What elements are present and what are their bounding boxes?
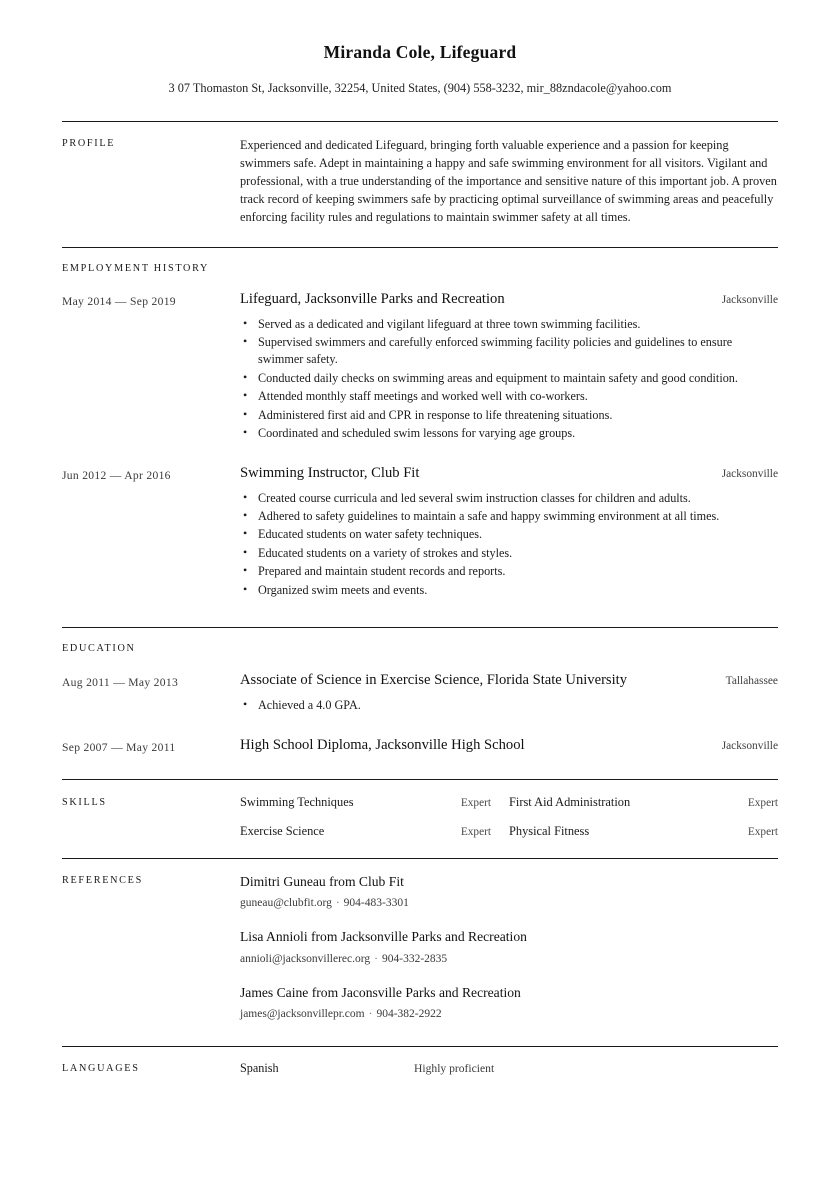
language-name: Spanish — [240, 1060, 279, 1075]
reference-phone: 904-332-2835 — [381, 952, 448, 965]
reference-separator: · — [368, 1007, 373, 1020]
entry-location: Tallahassee — [725, 675, 778, 688]
skill-row — [240, 795, 509, 824]
reference-item — [240, 984, 778, 1020]
entry-bullets — [240, 490, 778, 600]
entry-bullets — [240, 697, 778, 714]
bullet-item: • Conducted daily checks on swimming areas and equipment to maintain safety and good condition. — [240, 370, 778, 387]
skill-name: First Aid Administration — [509, 794, 631, 809]
reference-item — [240, 928, 778, 964]
section-label-education: EDUCATION — [62, 643, 136, 655]
section-references — [62, 859, 778, 1020]
section-label-employment: EMPLOYMENT HISTORY — [62, 262, 210, 274]
reference-contact — [240, 897, 778, 909]
skill-name: Exercise Science — [240, 823, 325, 838]
language-row — [240, 1061, 778, 1076]
education-entry — [62, 671, 778, 735]
reference-contact — [240, 953, 778, 965]
reference-contact — [240, 1008, 778, 1020]
bullet-item: • Achieved a 4.0 GPA. — [240, 697, 778, 714]
education-entries — [62, 654, 778, 774]
reference-item — [240, 873, 778, 909]
reference-name: James Caine from Jaconsville Parks and Recreation — [240, 984, 521, 1000]
section-employment — [62, 248, 778, 274]
section-label-skills: SKILLS — [62, 796, 107, 808]
reference-email[interactable]: annioli@jacksonvillerec.org — [240, 952, 371, 965]
reference-email[interactable]: james@jacksonvillepr.com — [240, 1007, 365, 1020]
bullet-item: • Adhered to safety guidelines to maintain a safe and happy swimming environment at all times. — [240, 508, 778, 525]
bullet-item: • Coordinated and scheduled swim lessons for varying age groups. — [240, 425, 778, 442]
section-skills — [62, 780, 778, 853]
bullet-item: • Educated students on water safety techniques. — [240, 526, 778, 543]
bullet-item: • Prepared and maintain student records and reports. — [240, 563, 778, 580]
skill-level: Expert — [460, 796, 491, 809]
section-profile — [62, 122, 778, 243]
reference-separator: · — [335, 897, 340, 910]
bullet-item: • Organized swim meets and events. — [240, 582, 778, 599]
bullet-item: • Educated students on a variety of strokes and styles. — [240, 545, 778, 562]
section-label-profile: PROFILE — [62, 137, 116, 149]
entry-location: Jacksonville — [721, 467, 778, 480]
language-level: Highly proficient — [414, 1061, 495, 1075]
reference-name: Lisa Annioli from Jacksonville Parks and Recreation — [240, 929, 527, 945]
skill-name: Swimming Techniques — [240, 794, 354, 809]
entry-title: Associate of Science in Exercise Science, Florida State University — [240, 672, 628, 689]
contact-line: 3 07 Thomaston St, Jacksonville, 32254, United States, (904) 558-3232, mir_88zndacole@yahoo.com — [168, 81, 672, 95]
bullet-item: • Supervised swimmers and carefully enforced swimming facility policies and guidelines to ensure swimmer safety. — [240, 334, 778, 369]
skill-row — [240, 824, 509, 853]
skills-column — [240, 795, 509, 853]
entry-dates: Sep 2007 — May 2011 — [62, 740, 176, 754]
skill-name: Physical Fitness — [509, 823, 590, 838]
reference-phone: 904-483-3301 — [343, 897, 409, 910]
bullet-item: • Attended monthly staff meetings and worked well with co-workers. — [240, 388, 778, 405]
section-languages — [62, 1047, 778, 1076]
reference-phone: 904-382-2922 — [376, 1007, 442, 1020]
section-education — [62, 628, 778, 654]
reference-name: Dimitri Guneau from Club Fit — [240, 873, 404, 889]
entry-title: Swimming Instructor, Club Fit — [240, 464, 420, 481]
resume-header — [62, 0, 778, 97]
employment-entry — [62, 290, 778, 464]
skill-level: Expert — [747, 796, 778, 809]
entry-dates: Jun 2012 — Apr 2016 — [62, 468, 171, 482]
skill-level: Expert — [460, 825, 491, 838]
skills-column — [509, 795, 778, 853]
candidate-name: Miranda Cole, Lifeguard — [323, 42, 517, 62]
entry-dates: May 2014 — Sep 2019 — [62, 294, 176, 308]
entry-title: Lifeguard, Jacksonville Parks and Recreation — [240, 290, 505, 307]
section-label-languages: LANGUAGES — [62, 1062, 140, 1074]
employment-entry — [62, 464, 778, 619]
entry-dates: Aug 2011 — May 2013 — [62, 676, 179, 690]
reference-separator: · — [374, 952, 378, 965]
entry-location: Jacksonville — [721, 293, 778, 306]
entry-title: High School Diploma, Jacksonville High School — [240, 736, 525, 753]
resume-content — [62, 0, 778, 1076]
bullet-item: • Administered first aid and CPR in response to life threatening situations. — [240, 407, 778, 424]
education-entry — [62, 736, 778, 775]
reference-email[interactable]: guneau@clubfit.org — [240, 897, 332, 910]
skill-row — [509, 824, 778, 853]
section-label-references: REFERENCES — [62, 874, 143, 886]
skills-grid — [240, 795, 778, 853]
entry-location: Jacksonville — [721, 739, 778, 752]
bullet-item: • Created course curricula and led several swim instruction classes for children and adults. — [240, 490, 778, 507]
entry-bullets — [240, 316, 778, 443]
bullet-item: • Served as a dedicated and vigilant lifeguard at three town swimming facilities. — [240, 316, 778, 333]
skill-row — [509, 795, 778, 824]
profile-text: Experienced and dedicated Lifeguard, bringing forth valuable experience and a passion for keeping swimmers safe. Adept in maintaining a happy and safe swimming environment for all visitors. Vigilant and professional, with a true understanding of the importance and sensitive nature of this important job. A proven track record of keeping swimmers safe by practicing optimal surveillance of swimming areas and peacefully enforcing facility rules and regulations to maintain swimmer safety at all times. — [240, 137, 777, 225]
employment-entries — [62, 274, 778, 619]
skill-level: Expert — [747, 825, 778, 838]
